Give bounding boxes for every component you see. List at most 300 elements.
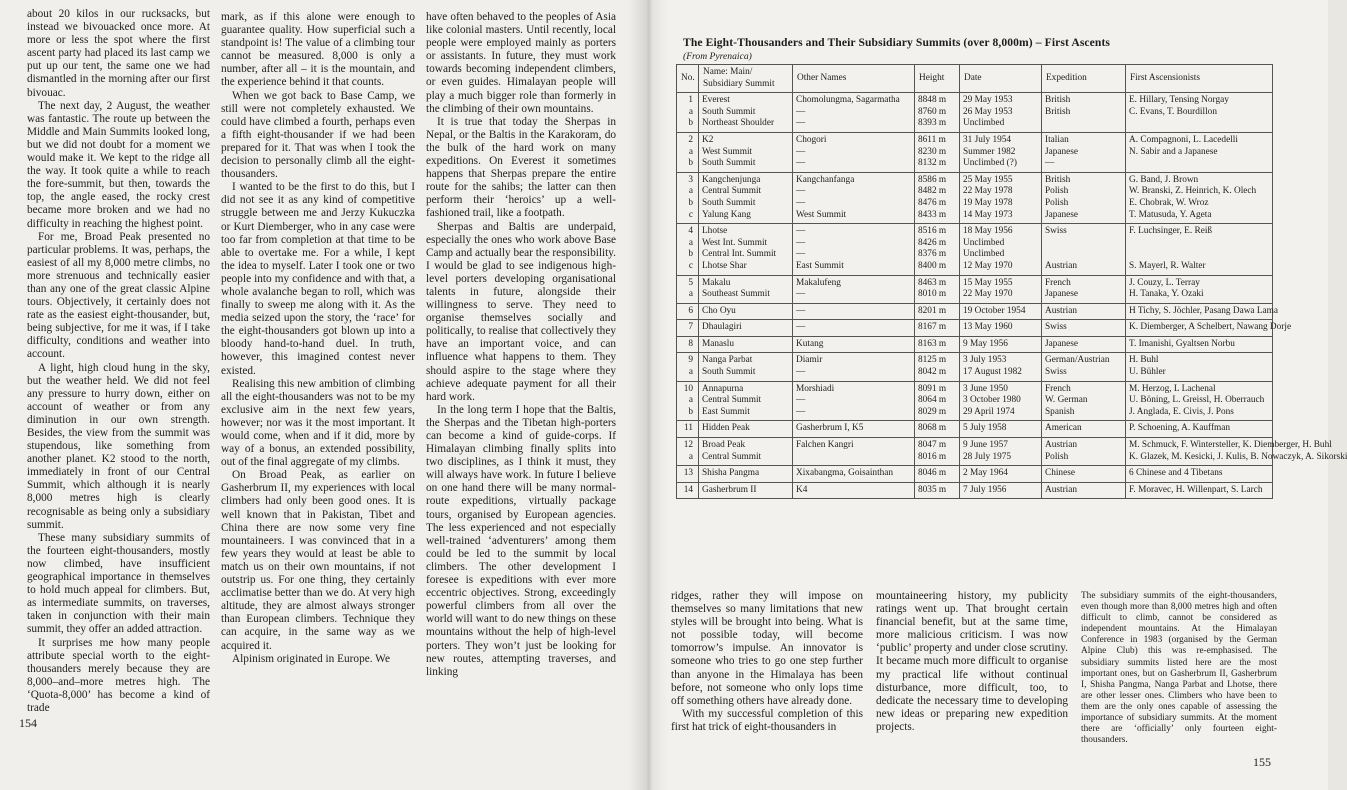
cell-expedition <box>1042 381 1126 421</box>
paragraph: mountaineering history, my publicity ratings went up. That brought certain financial benefit, but at the same time, more malicious criticism. I was now ‘public’ property and under close scrutiny. It became much more difficult to organise my practical life without continual disturbance, more difficult, too, to dedicate the necessary time to developing new ideas or preparing new expedition projects. <box>876 590 1068 733</box>
table-row <box>677 275 1273 303</box>
header-ascensionists: First Ascensionists <box>1126 65 1273 93</box>
cell-no <box>677 93 699 133</box>
cell-line: M. Schmuck, F. Wintersteller, K. Diemberger, H. Buhl <box>1129 440 1332 451</box>
cell-expedition <box>1042 353 1126 381</box>
cell-name <box>699 336 793 353</box>
cell-other <box>793 438 915 466</box>
cell-line: F. Luchsinger, E. Reiß <box>1129 226 1213 237</box>
cell-line: Xixabangma, Goisainthan <box>796 468 894 479</box>
cell-line: 8163 m <box>918 338 947 349</box>
cell-ascensionists <box>1126 381 1273 421</box>
cell-other <box>793 466 915 483</box>
cell-line: — <box>796 249 806 260</box>
cell-line: Dhaulagiri <box>702 322 742 333</box>
cell-line: Lhotse Shar <box>702 260 747 271</box>
cell-line: J. Couzy, L. Terray <box>1129 277 1200 288</box>
cell-line: 8376 m <box>918 249 947 260</box>
cell-line: b <box>688 406 693 417</box>
cell-name <box>699 353 793 381</box>
cell-height <box>915 336 960 353</box>
cell-height <box>915 320 960 337</box>
cell-line: 9 June 1957 <box>963 440 1008 451</box>
cell-no <box>677 466 699 483</box>
cell-line: 1 <box>688 95 693 106</box>
cell-height <box>915 381 960 421</box>
cell-line: South Summit <box>702 367 756 378</box>
cell-line: 5 July 1958 <box>963 423 1007 434</box>
cell-line: 19 October 1954 <box>963 305 1026 316</box>
cell-date <box>960 466 1042 483</box>
cell-date <box>960 353 1042 381</box>
cell-date <box>960 275 1042 303</box>
cell-other <box>793 336 915 353</box>
cell-line: J. Anglada, E. Civis, J. Pons <box>1129 406 1234 417</box>
right-column-1 <box>671 590 863 734</box>
cell-line: 8046 m <box>918 468 947 479</box>
cell-height <box>915 224 960 275</box>
cell-ascensionists <box>1126 421 1273 438</box>
cell-line: 8010 m <box>918 289 947 300</box>
cell-line: — <box>796 395 806 406</box>
cell-line: 8433 m <box>918 209 947 220</box>
cell-date <box>960 93 1042 133</box>
cell-line: W. German <box>1045 395 1088 406</box>
cell-line: a <box>688 367 693 378</box>
paragraph: With my successful completion of this first hat trick of eight-thousanders in <box>671 707 863 733</box>
cell-height <box>915 421 960 438</box>
header-no: No. <box>677 65 699 93</box>
cell-line: West Int. Summit <box>702 237 768 248</box>
cell-line: 8016 m <box>918 451 947 462</box>
table-title: The Eight-Thousanders and Their Subsidiary Summits (over 8,000m) – First Ascents <box>683 36 1111 49</box>
cell-line: South Summit <box>702 106 756 117</box>
left-page <box>0 0 650 790</box>
table-body <box>677 93 1347 499</box>
cell-line: — <box>796 237 806 248</box>
cell-line: — <box>796 305 806 316</box>
cell-line: Spanish <box>1045 406 1075 417</box>
cell-line: 6 <box>688 305 693 316</box>
cell-line: 8042 m <box>918 367 947 378</box>
cell-line: 14 May 1973 <box>963 209 1013 220</box>
cell-line: 8516 m <box>918 226 947 237</box>
cell-line: Kangchenjunga <box>702 174 761 185</box>
cell-line: — <box>796 158 806 169</box>
paragraph: The next day, 2 August, the weather was fantastic. The route up between the Middle and Main Summits looked long, but we did not doubt for a moment we would make it. We kept to the ridge all the way. It took quite a while to reach the fore-summit, but then, towards the top, the angle eased, the rocky crest became more broken and we had no difficulty in reaching the highest point. <box>27 99 210 230</box>
cell-no <box>677 224 699 275</box>
cell-height <box>915 172 960 223</box>
cell-height <box>915 275 960 303</box>
cell-line: 8167 m <box>918 322 947 333</box>
header-other-names: Other Names <box>793 65 915 93</box>
cell-line: 8400 m <box>918 260 947 271</box>
cell-line: K. Glazek, M. Kesicki, J. Kulis, B. Nowaczyk, A. Sikorski <box>1129 451 1347 462</box>
cell-line: 5 <box>688 277 693 288</box>
cell-ascensionists <box>1126 172 1273 223</box>
cell-no <box>677 421 699 438</box>
cell-ascensionists <box>1126 224 1273 275</box>
table-row <box>677 421 1273 438</box>
cell-line: 8132 m <box>918 158 947 169</box>
cell-line: Summer 1982 <box>963 146 1016 157</box>
cell-expedition <box>1042 275 1126 303</box>
cell-line: 7 <box>688 322 693 333</box>
cell-line: 8 <box>688 338 693 349</box>
cell-line: West Summit <box>702 146 753 157</box>
cell-line: 25 May 1955 <box>963 174 1013 185</box>
cell-line: a <box>688 146 693 157</box>
header-height: Height <box>915 65 960 93</box>
cell-name <box>699 132 793 172</box>
cell-line: Central Summit <box>702 395 762 406</box>
cell-ascensionists <box>1126 275 1273 303</box>
cell-line: French <box>1045 277 1071 288</box>
cell-line: 13 May 1960 <box>963 322 1013 333</box>
table-row <box>677 172 1273 223</box>
cell-line: 11 <box>684 423 693 434</box>
paragraph: have often behaved to the peoples of Asia like colonial masters. Until recently, local people were employed mainly as porters or assistants. In future, they must work towards becoming independent climbers, or even guides. Himalayan people will play a much bigger role than formerly in the climbing of their own mountains. <box>426 11 616 115</box>
cell-other <box>793 482 915 499</box>
header-name: Name: Main/ Subsidiary Summit <box>699 65 793 93</box>
cell-line: 7 July 1956 <box>963 484 1007 495</box>
cell-line: South Summit <box>702 158 756 169</box>
cell-line: Swiss <box>1045 226 1067 237</box>
cell-line: a <box>688 395 693 406</box>
cell-expedition <box>1042 224 1126 275</box>
cell-line: — <box>1045 158 1055 169</box>
cell-line: Polish <box>1045 451 1069 462</box>
cell-line: H Tichy, S. Jöchler, Pasang Dawa Lama <box>1129 305 1279 316</box>
cell-line: Austrian <box>1045 440 1078 451</box>
cell-line: U. Bühler <box>1129 367 1166 378</box>
cell-line <box>796 452 911 464</box>
cell-line: Chinese <box>1045 468 1075 479</box>
cell-height <box>915 438 960 466</box>
cell-date <box>960 421 1042 438</box>
table-row <box>677 353 1273 381</box>
cell-other <box>793 132 915 172</box>
cell-no <box>677 381 699 421</box>
cell-line: Lhotse <box>702 226 728 237</box>
paragraph: Alpinism originated in Europe. We <box>232 652 390 665</box>
cell-line: 12 May 1970 <box>963 260 1013 271</box>
cell-line <box>1045 238 1122 250</box>
cell-line: East Summit <box>796 260 844 271</box>
header-expedition: Expedition <box>1042 65 1126 93</box>
cell-other <box>793 172 915 223</box>
cell-line: 14 <box>683 484 693 495</box>
cell-no <box>677 482 699 499</box>
cell-line: b <box>688 118 693 129</box>
cell-line: 22 May 1978 <box>963 186 1013 197</box>
cell-line: Hidden Peak <box>702 423 750 434</box>
cell-line <box>1129 118 1269 130</box>
cell-other <box>793 353 915 381</box>
paragraph: For me, Broad Peak presented no particular problems. It was, perhaps, the easiest of all my 8,000 metre climbs, no more strenuous and technically easier than any one of the great classic Alpine tours. Objectively, it certainly does not rate as the easiest eight-thousander, but, being subjective, for me it was, if I take difficulty, conditions and weather into account. <box>27 230 210 361</box>
cell-expedition <box>1042 438 1126 466</box>
cell-date <box>960 336 1042 353</box>
cell-line: — <box>796 367 806 378</box>
page-number-right: 155 <box>1253 755 1271 769</box>
cell-line: E. Hillary, Tensing Norgay <box>1129 95 1229 106</box>
cell-line: 28 July 1975 <box>963 451 1012 462</box>
cell-line: Southeast Summit <box>702 289 770 300</box>
cell-line <box>1045 118 1122 130</box>
cell-line: 8068 m <box>918 423 947 434</box>
cell-name <box>699 303 793 320</box>
cell-line: 8047 m <box>918 440 947 451</box>
cell-line: — <box>796 197 806 208</box>
cell-line: Broad Peak <box>702 440 746 451</box>
cell-line: 8848 m <box>918 95 947 106</box>
cell-line: — <box>796 289 806 300</box>
cell-line: Nanga Parbat <box>702 355 753 366</box>
cell-height <box>915 353 960 381</box>
cell-line: 8476 m <box>918 197 947 208</box>
right-page <box>650 0 1347 790</box>
cell-line: 10 <box>683 383 693 394</box>
cell-line: 22 May 1970 <box>963 289 1013 300</box>
cell-line: Yalung Kang <box>702 209 751 220</box>
cell-line: Unclimbed <box>963 118 1005 129</box>
cell-line: Central Summit <box>702 186 762 197</box>
cell-line: Manaslu <box>702 338 735 349</box>
cell-line: Makalu <box>702 277 731 288</box>
cell-line: K2 <box>702 134 714 145</box>
cell-line: a <box>688 106 693 117</box>
cell-line: F. Moravec, H. Willenpart, S. Larch <box>1129 484 1263 495</box>
paragraph: These many subsidiary summits of the fourteen eight-thousanders, mostly now climbed, have insufficient geographical importance in themselves to hold much appeal for climbers. But, as intermediate summits, on traverses, taken in conjunction with their main summit, they offer an added attraction. <box>27 531 210 636</box>
header-date: Date <box>960 65 1042 93</box>
cell-line: 8482 m <box>918 186 947 197</box>
table-row <box>677 482 1273 499</box>
paragraph: Realising this new ambition of climbing all the eight-thousanders was not to be my exclusive aim in the next few years, however; nor was it the most important. It would come, when and if it did, more by way of a bonus, an extended possibility, out of the final aggregate of my climbs. <box>221 377 415 469</box>
cell-ascensionists <box>1126 303 1279 320</box>
left-column-2 <box>221 11 415 666</box>
cell-line: S. Mayerl, R. Walter <box>1129 260 1206 271</box>
paragraph: On Broad Peak, as earlier on Gasherbrum II, my experiences with local climbers had only been good ones. It is well known that in Pakistan, Tibet and China there are now some very fine mountaineers. I was convinced that in a few years they would at least be able to match us on their own mountains, if not outstrip us. For one thing, they certainly acclimatise better than we do. At very high altitude, they are almost always stronger than European climbers. Technique they can acquire, in the same way as we acquired it. <box>221 469 415 652</box>
cell-line: K4 <box>796 484 808 495</box>
cell-expedition <box>1042 172 1126 223</box>
cell-line: — <box>796 146 806 157</box>
cell-line: Japanese <box>1045 338 1079 349</box>
cell-height <box>915 93 960 133</box>
cell-ascensionists <box>1126 132 1273 172</box>
cell-line: Japanese <box>1045 146 1079 157</box>
cell-other <box>793 320 915 337</box>
cell-line: Cho Oyu <box>702 305 736 316</box>
cell-line: 4 <box>688 226 693 237</box>
eight-thousanders-table <box>676 64 1347 499</box>
cell-expedition <box>1042 132 1126 172</box>
left-column-1 <box>27 8 210 715</box>
cell-line: Japanese <box>1045 289 1079 300</box>
cell-no <box>677 303 699 320</box>
cell-line: British <box>1045 95 1071 106</box>
cell-line: Morshiadi <box>796 383 835 394</box>
cell-line: Gasherbrum II <box>702 484 757 495</box>
cell-line: Chomolungma, Sagarmatha <box>796 95 900 106</box>
cell-no <box>677 275 699 303</box>
cell-line: Polish <box>1045 186 1069 197</box>
cell-line <box>1129 249 1269 261</box>
cell-line <box>1129 238 1269 250</box>
table-row <box>677 320 1273 337</box>
cell-line: 3 <box>688 174 693 185</box>
cell-line: 8586 m <box>918 174 947 185</box>
table-row <box>677 93 1273 133</box>
cell-line: a <box>688 186 693 197</box>
cell-line: — <box>796 186 806 197</box>
cell-line: Makalufeng <box>796 277 841 288</box>
cell-line: a <box>688 451 693 462</box>
cell-line: 8230 m <box>918 146 947 157</box>
cell-line: Japanese <box>1045 209 1079 220</box>
cell-line: 8064 m <box>918 395 947 406</box>
cell-line: a <box>688 289 693 300</box>
cell-line: K. Diemberger, A Schelbert, Nawang Dorje <box>1129 322 1292 333</box>
cell-line <box>1045 249 1122 261</box>
cell-expedition <box>1042 93 1126 133</box>
cell-name <box>699 482 793 499</box>
cell-line: 8125 m <box>918 355 947 366</box>
cell-line: Kangchanfanga <box>796 174 855 185</box>
paragraph: mark, as if this alone were enough to guarantee quality. How superficial such a standpoint is! The value of a climbing tour cannot be measured. 8,000 is only a number, after all – it is the mountain, and the experience behind it that counts. <box>221 11 415 89</box>
cell-line: Swiss <box>1045 322 1067 333</box>
cell-line: c <box>688 260 693 271</box>
cell-line: 8760 m <box>918 106 947 117</box>
table-row <box>677 132 1273 172</box>
cell-line: 8611 m <box>918 134 946 145</box>
cell-line: 8393 m <box>918 118 947 129</box>
cell-line: Northeast Shoulder <box>702 118 775 129</box>
cell-other <box>793 381 915 421</box>
cell-name <box>699 93 793 133</box>
cell-line: 26 May 1953 <box>963 106 1013 117</box>
cell-line: 3 October 1980 <box>963 395 1021 406</box>
cell-line: — <box>796 106 806 117</box>
cell-line: 9 <box>688 355 693 366</box>
cell-height <box>915 132 960 172</box>
cell-no <box>677 438 699 466</box>
cell-line: East Summit <box>702 406 750 417</box>
cell-line: Shisha Pangma <box>702 468 760 479</box>
cell-line: 31 July 1954 <box>963 134 1012 145</box>
paragraph: In the long term I hope that the Baltis, the Sherpas and the Tibetan high-porters can become a kind of guide-corps. If Himalayan climbing finally splits into two disciplines, as I think it must, they will always have work. In future I believe on one hand there will be many normal-route expeditions, virtually package tours, organised by European agencies. The less experienced and not especially well-trained ‘adventurers’ among them could be led to the summit by local climbers. The other development I foresee is expeditions with ever more eccentric objectives. Strong, exceedingly powerful climbers from all over the world will want to do new things on these mountains without the help of high-level porters. They won’t just be looking for new routes, attempting traverses, and linking <box>426 403 616 678</box>
cell-line: M. Herzog, L Lachenal <box>1129 383 1216 394</box>
table-row <box>677 381 1273 421</box>
cell-expedition <box>1042 466 1126 483</box>
cell-ascensionists <box>1126 438 1347 466</box>
cell-ascensionists <box>1126 93 1273 133</box>
paragraph: ridges, rather they will impose on themselves so many limitations that new styles will be brought into being. What is not possible today, will become tomorrow’s impulse. An innovator is someone who tries to go one step further than anyone in the Himalaya has been before, not someone who only lops time off something others have already done. <box>671 590 863 707</box>
cell-no <box>677 132 699 172</box>
cell-other <box>793 275 915 303</box>
cell-line: French <box>1045 383 1071 394</box>
cell-line: Central Summit <box>702 451 762 462</box>
cell-line: Swiss <box>1045 367 1067 378</box>
cell-line: G. Band, J. Brown <box>1129 174 1199 185</box>
cell-line: 13 <box>683 468 693 479</box>
cell-line: E. Chobrak, W. Wroz <box>1129 197 1209 208</box>
cell-line: b <box>688 249 693 260</box>
cell-line: 3 July 1953 <box>963 355 1007 366</box>
cell-expedition <box>1042 482 1126 499</box>
cell-name <box>699 438 793 466</box>
cell-date <box>960 438 1042 466</box>
cell-height <box>915 303 960 320</box>
table-source: (From Pyrenaica) <box>683 51 752 62</box>
cell-line: T. Imanishi, Gyaltsen Norbu <box>1129 338 1235 349</box>
cell-date <box>960 224 1042 275</box>
cell-line: Everest <box>702 95 730 106</box>
cell-line: British <box>1045 106 1071 117</box>
paragraph: I wanted to be the first to do this, but I did not see it as any kind of competitive struggle between me and Jerzy Kukuczka or Kurt Diemberger, who in any case were too far from completion at that time to be able to overtake me. For a while, I kept the idea to myself. Later I took one or two people into my confidence and with that, a whole avalanche began to roll, which was finally to sweep me along with it. As the media seized upon the story, the ‘race’ for the eight-thousanders got blown up into a bloody hand-to-hand duel. In truth, however, this imagined contest never existed. <box>221 181 415 377</box>
cell-no <box>677 336 699 353</box>
cell-line: South Summit <box>702 197 756 208</box>
cell-line: — <box>796 118 806 129</box>
cell-line: 19 May 1978 <box>963 197 1013 208</box>
cell-line: Annapurna <box>702 383 744 394</box>
cell-line: 17 August 1982 <box>963 367 1022 378</box>
cell-date <box>960 132 1042 172</box>
cell-expedition <box>1042 303 1126 320</box>
paragraph: Sherpas and Baltis are underpaid, especially the ones who work above Base Camp and actually bear the responsibility. I would be glad to see indigenous high-level porters developing organisational talents in future, alongside their willingness to serve. They need to organise themselves socially and politically, to realise that collectively they have an important voice, and can influence what happens to them. They should aspire to the stage where they achieve adequate payment for all their hard work. <box>426 220 617 403</box>
cell-line: West Summit <box>796 209 847 220</box>
cell-name <box>699 172 793 223</box>
cell-line: — <box>796 322 806 333</box>
cell-line: Gasherbrum I, K5 <box>796 423 864 434</box>
cell-line: 29 May 1953 <box>963 95 1013 106</box>
cell-line: U. Böning, L. Greissl, H. Oberrauch <box>1129 395 1265 406</box>
table-row <box>677 466 1273 483</box>
cell-date <box>960 381 1042 421</box>
cell-line: Unclimbed <box>963 237 1005 248</box>
cell-height <box>915 482 960 499</box>
cell-line: 2 <box>688 134 693 145</box>
cell-line: 8426 m <box>918 237 947 248</box>
cell-line: C. Evans, T. Bourdillon <box>1129 106 1217 117</box>
cell-expedition <box>1042 421 1126 438</box>
cell-line: b <box>688 197 693 208</box>
table-row <box>677 438 1273 466</box>
cell-line: 2 May 1964 <box>963 468 1008 479</box>
cell-no <box>677 320 699 337</box>
cell-line: 12 <box>683 440 693 451</box>
cell-line: 29 April 1974 <box>963 406 1015 417</box>
cell-line: Austrian <box>1045 484 1078 495</box>
cell-line: 18 May 1956 <box>963 226 1013 237</box>
paragraph: When we got back to Base Camp, we still were not completely exhausted. We could have climbed a fourth, perhaps even a fifth eight-thousander if we had been prepared for it. That was when I took the decision to personally climb all the eight-thousanders. <box>221 89 415 181</box>
cell-line: American <box>1045 423 1082 434</box>
cell-line: T. Matusuda, Y. Ageta <box>1129 209 1212 220</box>
cell-line: b <box>688 158 693 169</box>
cell-line: N. Sabir and a Japanese <box>1129 146 1218 157</box>
cell-line: 8029 m <box>918 406 947 417</box>
cell-line: H. Buhl <box>1129 355 1159 366</box>
cell-line: 15 May 1955 <box>963 277 1013 288</box>
cell-name <box>699 224 793 275</box>
cell-line: Central Int. Summit <box>702 249 777 260</box>
page-number-left: 154 <box>19 716 37 730</box>
paragraph: It is true that today the Sherpas in Nepal, or the Baltis in the Karakoram, do the bulk of the hard work on many expeditions. On Everest it sometimes happens that Sherpas prepare the entire route for the sahibs; the latter can then perform their ‘heroics’ up a well-fashioned trail, like a footpath. <box>426 115 616 220</box>
cell-line: H. Tanaka, Y. Ozaki <box>1129 289 1204 300</box>
cell-line: a <box>688 237 693 248</box>
cell-line: 3 June 1950 <box>963 383 1008 394</box>
table-row <box>677 303 1273 320</box>
cell-date <box>960 320 1042 337</box>
